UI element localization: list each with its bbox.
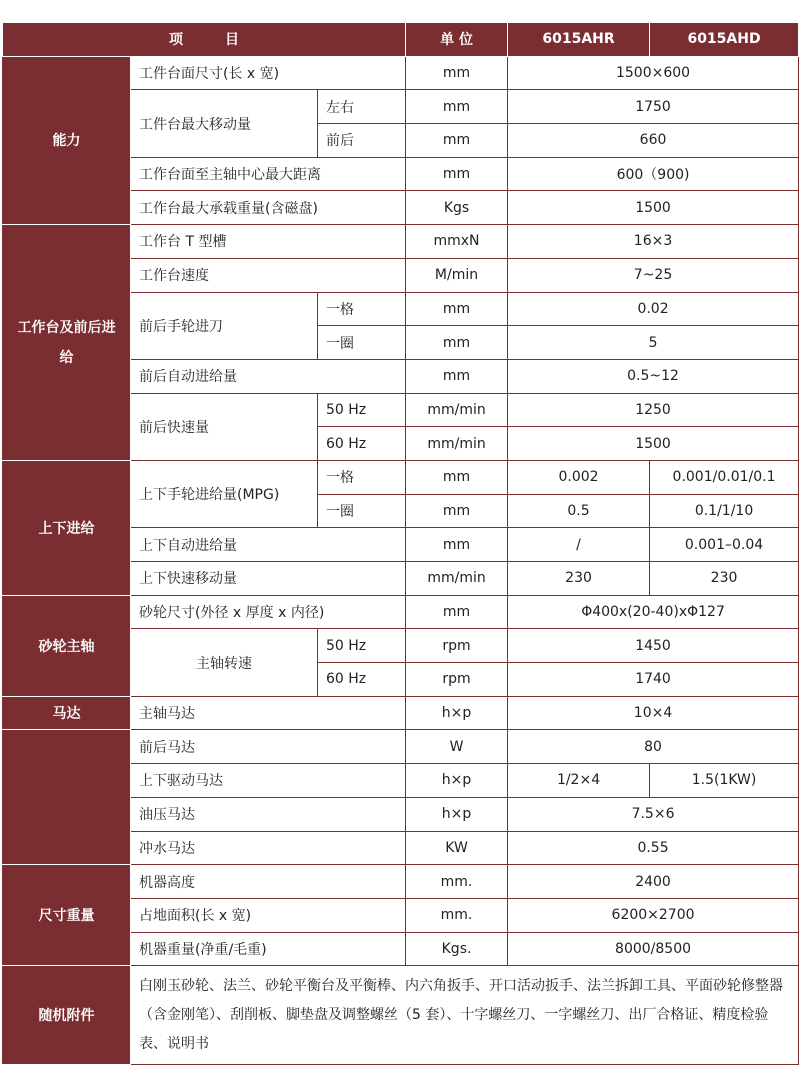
table-row	[3, 595, 799, 629]
row-unit: M/min	[406, 258, 508, 292]
row-value: 16×3	[508, 225, 799, 259]
row-value: 1740	[508, 663, 799, 697]
header-item: 项 目	[3, 23, 406, 57]
row-label: 主轴转速	[131, 629, 318, 696]
row-unit: rpm	[406, 663, 508, 697]
row-sublabel: 60 Hz	[318, 427, 406, 461]
row-value: 600（900)	[508, 157, 799, 191]
row-label: 冲水马达	[131, 831, 406, 865]
row-label: 工作台面至主轴中心最大距离	[131, 157, 406, 191]
row-unit: mm/min	[406, 393, 508, 427]
row-sublabel: 一圈	[318, 326, 406, 360]
row-value-a: 0.5	[508, 494, 650, 528]
row-value: 6200×2700	[508, 898, 799, 932]
header-unit: 单 位	[406, 23, 508, 57]
header-model-a: 6015AHR	[508, 23, 650, 57]
row-unit: mm	[406, 56, 508, 90]
row-value: 7~25	[508, 258, 799, 292]
row-unit: mm.	[406, 898, 508, 932]
table-row	[3, 730, 799, 764]
row-label: 上下自动进给量	[131, 528, 406, 562]
row-unit: Kgs	[406, 191, 508, 225]
row-value-b: 0.001/0.01/0.1	[650, 460, 799, 494]
row-value-b: 0.1/1/10	[650, 494, 799, 528]
header-model-b: 6015AHD	[650, 23, 799, 57]
row-value-a: 1/2×4	[508, 764, 650, 798]
row-unit: Kgs.	[406, 932, 508, 966]
row-unit: h×p	[406, 696, 508, 730]
row-value-b: 230	[650, 562, 799, 596]
row-unit: mm/min	[406, 562, 508, 596]
row-unit: mm	[406, 595, 508, 629]
row-value-b: 1.5(1KW)	[650, 764, 799, 798]
row-label: 砂轮尺寸(外径 x 厚度 x 内径)	[131, 595, 406, 629]
row-value-b: 0.001–0.04	[650, 528, 799, 562]
row-unit: mm	[406, 90, 508, 124]
category-spindle: 砂轮主轴	[3, 595, 131, 696]
row-unit: h×p	[406, 764, 508, 798]
row-value: 10×4	[508, 696, 799, 730]
row-value: 1500×600	[508, 56, 799, 90]
row-value: 1500	[508, 427, 799, 461]
row-label: 机器重量(净重/毛重)	[131, 932, 406, 966]
row-value: 1250	[508, 393, 799, 427]
table-row	[3, 696, 799, 730]
row-label: 机器高度	[131, 865, 406, 899]
row-unit: mm	[406, 124, 508, 158]
header-row	[3, 23, 799, 57]
row-value: 1750	[508, 90, 799, 124]
row-label: 主轴马达	[131, 696, 406, 730]
row-unit: mm.	[406, 865, 508, 899]
table-row	[3, 225, 799, 259]
row-value-a: 0.002	[508, 460, 650, 494]
row-sublabel: 一圈	[318, 494, 406, 528]
table-row	[3, 966, 799, 1065]
category-capacity: 能力	[3, 56, 131, 224]
category-table-feed: 工作台及前后进给	[3, 225, 131, 461]
row-value: Φ400x(20-40)xΦ127	[508, 595, 799, 629]
row-value: 7.5×6	[508, 797, 799, 831]
table-row	[3, 460, 799, 494]
row-value: 0.02	[508, 292, 799, 326]
row-unit: mm	[406, 460, 508, 494]
row-unit: h×p	[406, 797, 508, 831]
category-accessories: 随机附件	[3, 966, 131, 1065]
row-label: 工作台最大承载重量(含磁盘)	[131, 191, 406, 225]
table-row	[3, 865, 799, 899]
row-value: 660	[508, 124, 799, 158]
row-label: 工件台最大移动量	[131, 90, 318, 157]
row-sublabel: 60 Hz	[318, 663, 406, 697]
row-value-a: /	[508, 528, 650, 562]
row-value: 80	[508, 730, 799, 764]
table-row	[3, 56, 799, 90]
row-sublabel: 50 Hz	[318, 393, 406, 427]
row-sublabel: 左右	[318, 90, 406, 124]
category-motor: 马达	[3, 696, 131, 730]
spec-table	[2, 22, 799, 1065]
row-value: 8000/8500	[508, 932, 799, 966]
row-label: 占地面积(长 x 宽)	[131, 898, 406, 932]
row-unit: rpm	[406, 629, 508, 663]
row-unit: W	[406, 730, 508, 764]
row-label: 工件台面尺寸(长 x 宽)	[131, 56, 406, 90]
row-unit: mm	[406, 157, 508, 191]
category-motor-blank	[3, 730, 131, 865]
row-unit: mm	[406, 494, 508, 528]
accessories-text: 白刚玉砂轮、法兰、砂轮平衡台及平衡棒、内六角扳手、开口活动扳手、法兰拆卸工具、平面砂轮修整器（含金刚笔）、刮削板、脚垫盘及调整螺丝（5 套）、十字螺丝刀、一字螺丝刀、出厂合格证、精度检验表、说明书	[131, 966, 799, 1065]
row-value: 1500	[508, 191, 799, 225]
row-label: 上下手轮进给量(MPG)	[131, 460, 318, 527]
row-value: 2400	[508, 865, 799, 899]
row-unit: KW	[406, 831, 508, 865]
row-label: 前后快速量	[131, 393, 318, 460]
row-value-a: 230	[508, 562, 650, 596]
row-value: 0.5~12	[508, 359, 799, 393]
row-label: 前后手轮进刀	[131, 292, 318, 359]
row-sublabel: 一格	[318, 292, 406, 326]
row-value: 1450	[508, 629, 799, 663]
row-value: 5	[508, 326, 799, 360]
row-sublabel: 50 Hz	[318, 629, 406, 663]
row-label: 上下快速移动量	[131, 562, 406, 596]
row-sublabel: 前后	[318, 124, 406, 158]
category-dimensions: 尺寸重量	[3, 865, 131, 966]
row-value: 0.55	[508, 831, 799, 865]
row-label: 工作台 T 型槽	[131, 225, 406, 259]
row-label: 前后马达	[131, 730, 406, 764]
row-unit: mm	[406, 326, 508, 360]
row-unit: mmxN	[406, 225, 508, 259]
category-vertical-feed: 上下进给	[3, 460, 131, 595]
row-label: 上下驱动马达	[131, 764, 406, 798]
row-unit: mm/min	[406, 427, 508, 461]
row-label: 工作台速度	[131, 258, 406, 292]
row-unit: mm	[406, 528, 508, 562]
row-label: 油压马达	[131, 797, 406, 831]
row-label: 前后自动进给量	[131, 359, 406, 393]
row-sublabel: 一格	[318, 460, 406, 494]
row-unit: mm	[406, 359, 508, 393]
row-unit: mm	[406, 292, 508, 326]
